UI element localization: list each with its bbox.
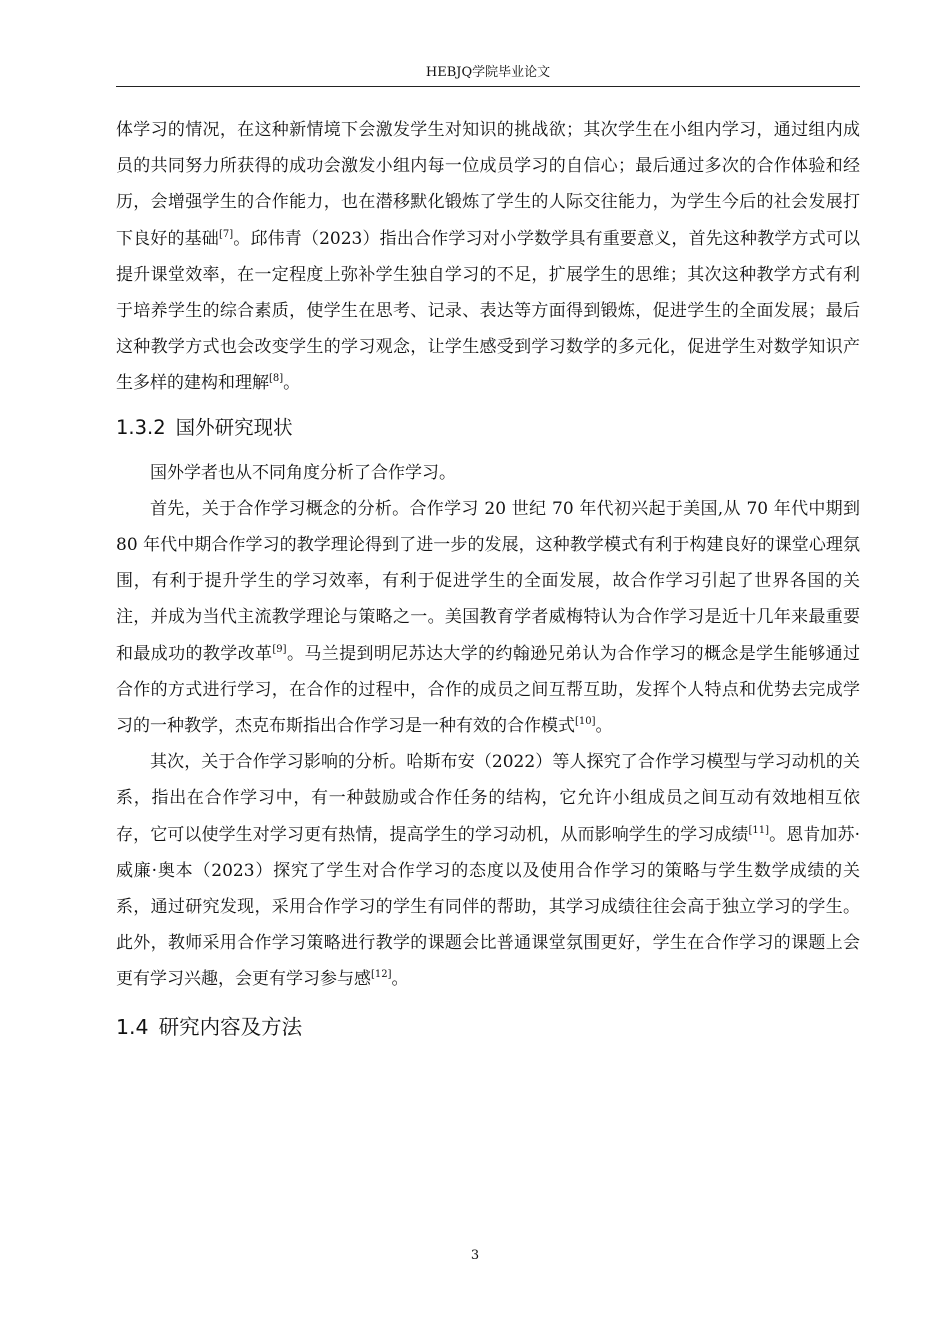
heading-number: 1.3.2 (116, 415, 166, 439)
section-heading-1-4 (116, 1006, 860, 1048)
running-header: HEBJQ学院毕业论文 (425, 65, 551, 80)
paragraph-text: 。马兰提到明尼苏达大学的约翰逊兄弟认为合作学习的概念是学生能够通过合作的方式进行学习，在合作的过程中，合作的成员之间互帮互助，发挥个人特点和优势去完成学习的一种教学，杰克布斯指出合作学习是一种有效的合作模式 (116, 643, 861, 737)
citation-10[interactable]: [10] (575, 716, 596, 728)
paragraph-text: 。邱伟青（2023）指出合作学习对小学数学具有重要意义，首先这种教学方式可以提升课堂效率，在一定程度上弥补学生独自学习的不足，扩展学生的思维；其次这种教学方式有利于培养学生的综合素质，使学生在思考、记录、表达等方面得到锻炼，促进学生的全面发展；最后这种教学方式也会改变学生的学习观念，让学生感受到学习数学的多元化，促进学生对数学知识产生多样的建构和理解 (116, 228, 861, 394)
heading-title: 国外研究现状 (175, 415, 293, 439)
paragraph-intro: 国外学者也从不同角度分析了合作学习。 (150, 462, 456, 483)
paragraph-text: 体学习的情况，在这种新情境下会激发学生对知识的挑战欲；其次学生在小组内学习，通过组内成员的共同努力所获得的成功会激发小组内每一位成员学习的自信心；最后通过多次的合作体验和经历，会增强学生的合作能力，也在潜移默化锻炼了学生的人际交往能力，为学生今后的社会发展打下良好的基础 (116, 120, 860, 249)
citation-8[interactable]: [8] (269, 373, 284, 385)
page-body (116, 112, 860, 1048)
citation-9[interactable]: [9] (272, 643, 287, 655)
paragraph-continued: 体学习的情况，在这种新情境下会激发学生对知识的挑战欲；其次学生在小组内学习，通过组内成员的共同努力所获得的成功会激发小组内每一位成员学习的自信心；最后通过多次的合作体验和经历，会增强学生的合作能力，也在潜移默化锻炼了学生的人际交往能力，为学生今后的社会发展打下良好的基础[7]。邱伟青（2023）指出合作学习对小学数学具有重要意义，首先这种教学方式可以提升课堂效率，在一定程度上弥补学生独自学习的不足，扩展学生的思维；其次这种教学方式有利于培养学生的综合素质，使学生在思考、记录、表达等方面得到锻炼，促进学生的全面发展；最后这种教学方式也会改变学生的学习观念，让学生感受到学习数学的多元化，促进学生对数学知识产生多样的建构和理解[8]。 (116, 120, 861, 394)
paragraph-text: 其次，关于合作学习影响的分析。哈斯布安（2022）等人探究了合作学习模型与学习动机的关系，指出在合作学习中，有一种鼓励或合作任务的结构，它允许小组成员之间互动有效地相互依存，它可以使学生对学习更有热情，提高学生的学习动机，从而影响学生的学习成绩 (116, 752, 860, 845)
paragraph-influence: 其次，关于合作学习影响的分析。哈斯布安（2022）等人探究了合作学习模型与学习动机的关系，指出在合作学习中，有一种鼓励或合作任务的结构，它允许小组成员之间互动有效地相互依存，它可以使学生对学习更有热情，提高学生的学习动机，从而影响学生的学习成绩[11]。恩肯加苏·威廉·奥本（2023）探究了学生对合作学习的态度以及使用合作学习的策略与学生数学成绩的关系，通过研究发现，采用合作学习的学生有同伴的帮助，其学习成绩往往会高于独立学习的学生。此外，教师采用合作学习策略进行教学的课题会比普通课堂氛围更好，学生在合作学习的课题上会更有学习兴趣，会更有学习参与感[12]。 (116, 752, 861, 990)
subsection-heading-1-3-2 (116, 408, 860, 448)
citation-12[interactable]: [12] (371, 969, 392, 981)
page-number: 3 (470, 1248, 480, 1263)
citation-7[interactable]: [7] (218, 228, 234, 240)
paragraph-text: 。恩肯加苏·威廉·奥本（2023）探究了学生对合作学习的态度以及使用合作学习的策略与学生数学成绩的关系，通过研究发现，采用合作学习的学生有同伴的帮助，其学习成绩往往会高于独立学习的学生。此外，教师采用合作学习策略进行教学的课题会比普通课堂氛围更好，学生在合作学习的课题上会更有学习兴趣，会更有学习参与感 (116, 824, 861, 990)
heading-number: 1.4 (116, 1014, 149, 1039)
paragraph-concept: 首先，关于合作学习概念的分析。合作学习 20 世纪 70 年代初兴起于美国,从 70 年代中期到 80 年代中期合作学习的教学理论得到了进一步的发展，这种教学模式有利于构建良好的课堂心理氛围，有利于提升学生的学习效率，有利于促进学生的全面发展，故合作学习引起了世界各国的关注，并成为当代主流教学理论与策略之一。美国教育学者威梅特认为合作学习是近十几年来最重要和最成功的教学改革[9]。马兰提到明尼苏达大学的约翰逊兄弟认为合作学习的概念是学生能够通过合作的方式进行学习，在合作的过程中，合作的成员之间互帮互助，发挥个人特点和优势去完成学习的一种教学，杰克布斯指出合作学习是一种有效的合作模式[10]。 (116, 498, 861, 737)
header-rule (116, 86, 860, 87)
paragraph-text: 首先，关于合作学习概念的分析。合作学习 20 世纪 70 年代初兴起于美国,从 70 年代中期到 80 年代中期合作学习的教学理论得到了进一步的发展，这种教学模式有利于构建良好的课堂心理氛围，有利于提升学生的学习效率，有利于促进学生的全面发展，故合作学习引起了世界各国的关注，并成为当代主流教学理论与策略之一。美国教育学者威梅特认为合作学习是近十几年来最重要和最成功的教学改革 (116, 498, 860, 664)
heading-title: 研究内容及方法 (158, 1014, 303, 1039)
citation-11[interactable]: [11] (748, 824, 770, 836)
